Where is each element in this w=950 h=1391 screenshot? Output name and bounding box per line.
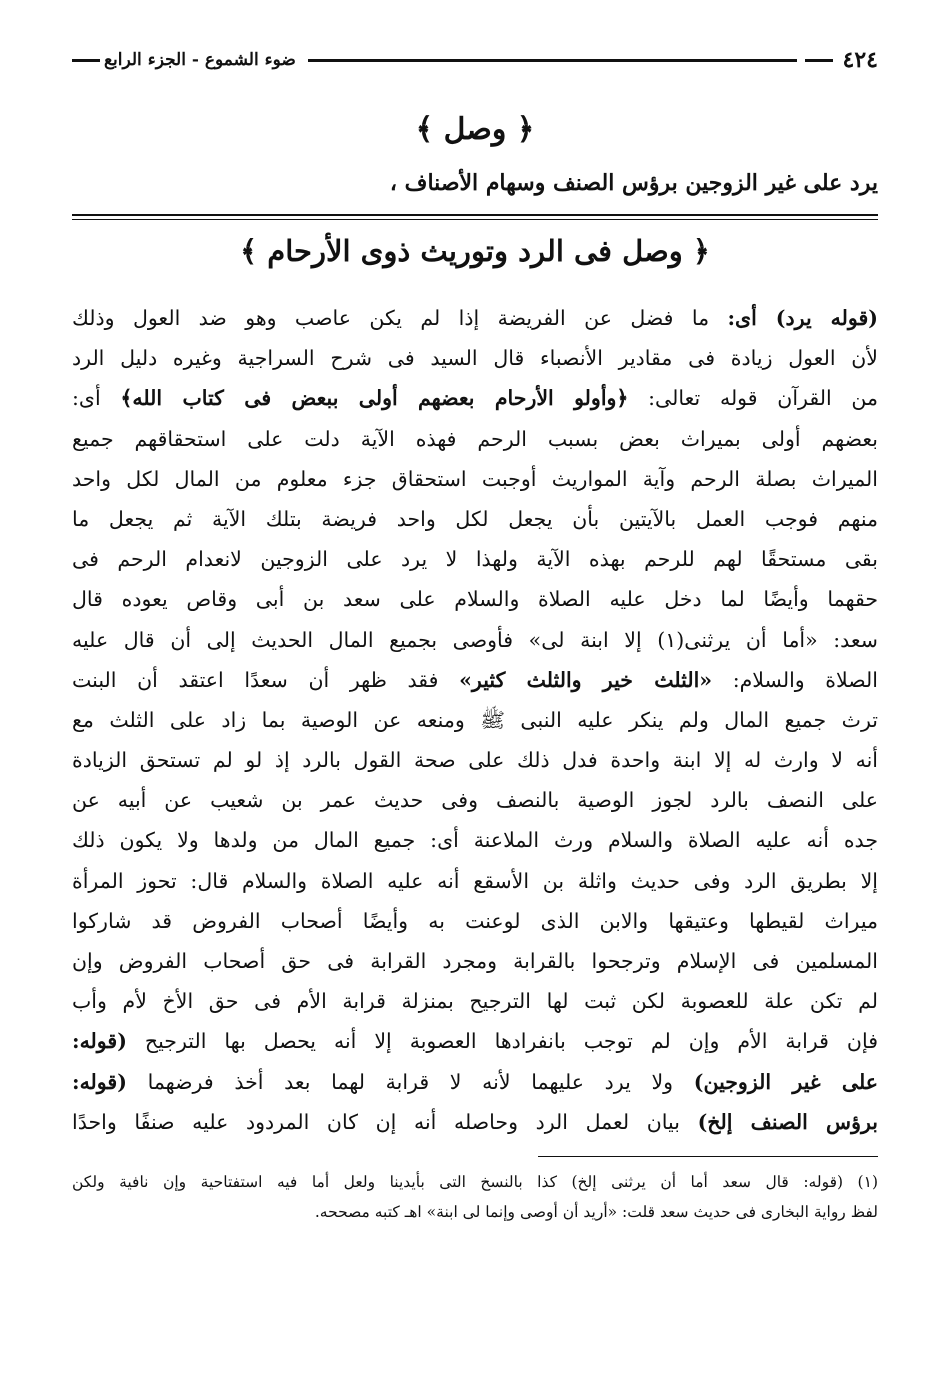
body-line <box>72 861 878 901</box>
body-line <box>72 378 878 418</box>
text-run: الصلاة والسلام: <box>712 667 878 692</box>
text-run: جده أنه عليه الصلاة والسلام ورث الملاعنة أى: جميع المال من ولدها ولا يكون ذلك <box>72 828 878 853</box>
bold-quote: (قوله: <box>72 1029 127 1054</box>
text-run: فقد ظهر أن سعدًا اعتقد أن البنت <box>72 667 460 692</box>
bold-quote: (قوله يرد) أى: <box>727 306 878 330</box>
text-run: بيان لعمل الرد وحاصله أنه إن كان المردود عليه صنفًا واحدًا <box>72 1109 698 1134</box>
section-divider <box>72 214 878 220</box>
header-rule <box>72 59 100 62</box>
text-run: ولا يرد عليهما لأنه لا قرابة لهما بعد أخذ فرضهما <box>126 1069 694 1094</box>
section-heading: ﴿ وصل فى الرد وتوريث ذوى الأرحام ﴾ <box>240 234 710 268</box>
body-line <box>72 1021 878 1061</box>
body-line <box>72 620 878 660</box>
body-line <box>72 981 878 1021</box>
bold-quote: ﴿وأولو الأرحام بعضهم أولى ببعض فى كتاب الله﴾ <box>120 386 629 411</box>
text-run: فإن قرابة الأم وإن لم توجب بانفرادها العصوبة إلا أنه يحصل بها الترجيح <box>126 1029 878 1054</box>
text-run: لأن العول زيادة فى مقادير الأنصباء قال السيد فى شرح السراجية وغيره دليل الرد <box>72 346 878 371</box>
bold-quote: (قوله: <box>72 1069 127 1094</box>
text-run: لم تكن علة للعصوبة لكن ثبت لها الترجيح بمنزلة قرابة الأم فى حق الأخ لأم وأب <box>72 989 878 1014</box>
body-line <box>72 700 878 740</box>
body-line <box>72 820 878 860</box>
bold-quote: «الثلث خير والثلث كثير» <box>459 667 713 692</box>
text-run: ترث جميع المال ولم ينكر عليه النبى ﷺ ومنعه عن الوصية بما زاد على الثلث مع <box>72 707 878 732</box>
body-line <box>72 459 878 499</box>
body-line <box>72 660 878 700</box>
body-line <box>72 1062 878 1102</box>
text-run: الميراث بصلة الرحم وآية المواريث أوجبت استحقاق جزء معلوم من المال لكل واحد <box>72 466 878 491</box>
text-run: أنه لا وارث له إلا ابنة واحدة فدل ذلك على صحة القول بالرد إذ لو لم تستحق الزيادة <box>72 748 878 773</box>
book-page <box>72 40 878 1227</box>
footnote-line: لفظ رواية البخارى فى حديث سعد قلت: «أريد أن أوصى وإنما لى ابنة» اهـ كتبه مصححه. <box>314 1202 878 1221</box>
text-run: حقهما وأيضًا لما دخل عليه الصلاة والسلام على سعد بن أبى وقاص يعوده قال <box>72 587 878 612</box>
matn-line: يرد على غير الزوجين برؤس الصنف وسهام الأصناف ، <box>389 170 878 196</box>
running-header <box>72 40 878 80</box>
text-run: أى: <box>72 386 121 411</box>
body-line <box>72 338 878 378</box>
body-line <box>72 579 878 619</box>
body-line <box>72 901 878 941</box>
text-run: منهم فوجب العمل بالآيتين بأن يجعل لكل واحد فريضة بتلك الآية ثم يجعل ما <box>72 506 878 531</box>
text-run: المسلمين فى الإسلام وترجحوا بالقرابة ومجرد القرابة فى حق أصحاب الفروض وإن <box>72 949 878 973</box>
body-line <box>72 780 878 820</box>
page-number: ٤٢٤ <box>842 47 878 73</box>
body-line <box>72 1102 878 1142</box>
running-title: ضوء الشموع - الجزء الرابع <box>104 50 296 70</box>
bold-quote: على غير الزوجين) <box>693 1069 878 1094</box>
text-run: ميراث لقيطها وعتيقها والابن الذى لوعنت به وأيضًا أصحاب الفروض قد شاركوا <box>72 908 878 933</box>
footnote-line: (١) (قوله: قال سعد أما أن يرثنى إلخ) كذا بالنسخ التى بأيدينا ولعل أما فيه استفتاحية وإن نافية ولكن <box>72 1172 878 1191</box>
text-run: ما فضل عن الفريضة إذا لم يكن عاصب وهو ضد العول وذلك <box>72 306 728 330</box>
header-rule <box>805 59 833 62</box>
body-line <box>72 298 878 338</box>
text-run: بقى مستحقًا لهم للرحم بهذه الآية ولهذا لا يرد على الزوجين لانعدام الرحم فى <box>72 547 878 572</box>
body-line <box>72 740 878 780</box>
body-line <box>72 941 878 981</box>
body-line <box>72 539 878 579</box>
wasl-heading: ﴿ وصل ﴾ <box>415 112 535 147</box>
text-run: بعضهم أولى بميراث بعض بسبب الرحم فهذه الآية دلت على استحقاقهم جميع <box>72 426 878 451</box>
header-rule <box>308 59 797 62</box>
body-line <box>72 419 878 459</box>
text-run: إلا بطريق الرد وفى حديث واثلة بن الأسقع أنه عليه الصلاة والسلام قال: تحوز المرأة <box>72 868 878 893</box>
bold-quote: برؤس الصنف إلخ) <box>697 1109 878 1134</box>
text-run: على النصف بالرد لجوز الوصية بالنصف وفى حديث عمر بن شعيب عن أبيه عن <box>72 788 878 813</box>
commentary-body <box>72 298 878 1142</box>
text-run: سعد: «أما أن يرثنى(١) إلا ابنة لى» فأوصى بجميع المال الحديث إلى أن قال عليه <box>72 627 878 652</box>
body-line <box>72 499 878 539</box>
footnote-rule <box>538 1156 878 1157</box>
text-run: من القرآن قوله تعالى: <box>628 386 878 411</box>
footnotes <box>72 1167 878 1227</box>
